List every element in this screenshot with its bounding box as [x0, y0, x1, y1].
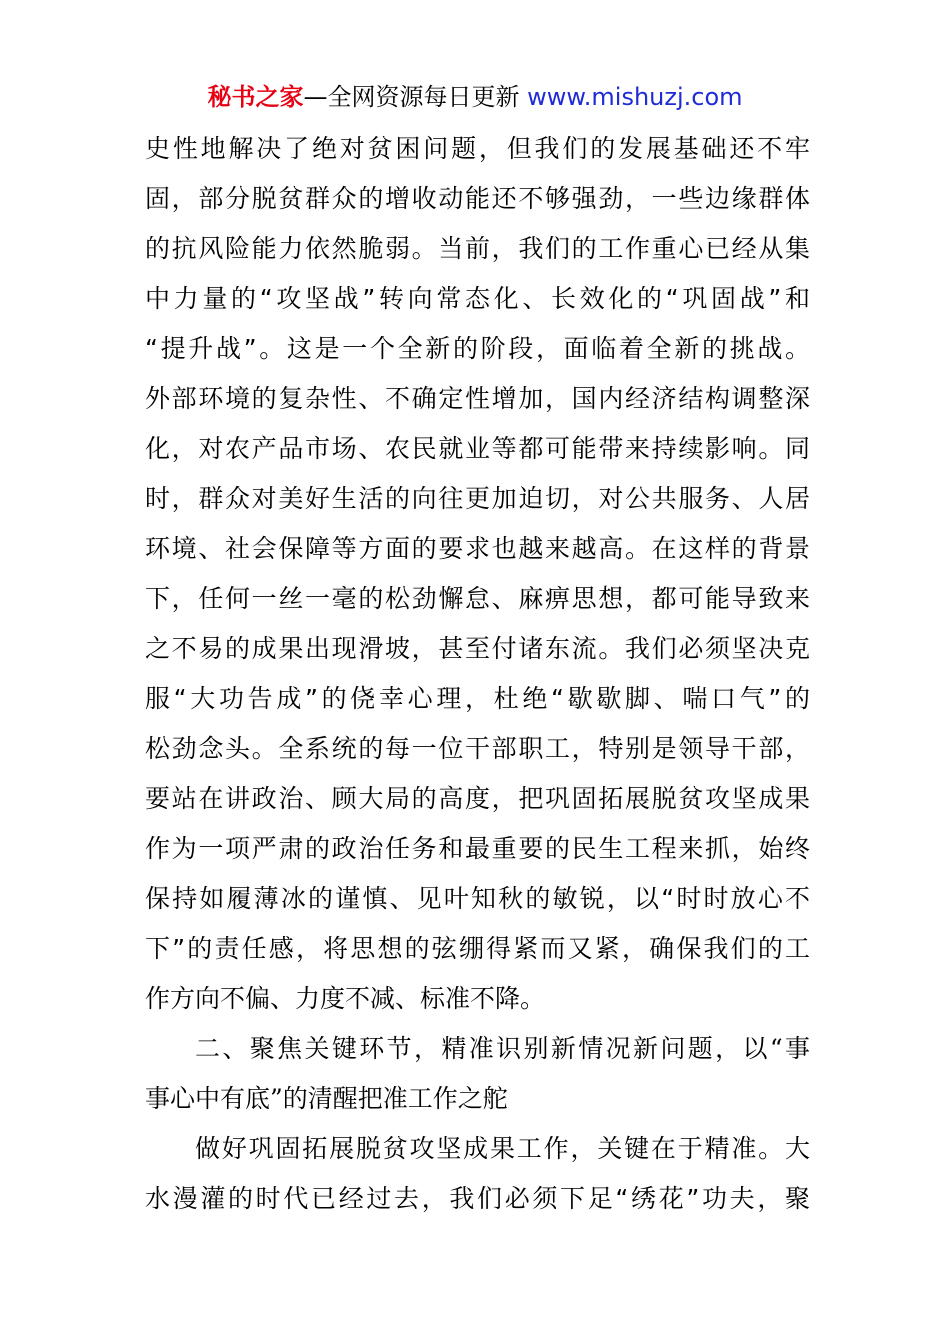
body-line: 下”的责任感，将思想的弦绷得紧而又紧，确保我们的工	[145, 934, 810, 963]
body-line: 服“大功告成”的侥幸心理，杜绝“歇歇脚、喘口气”的	[145, 684, 810, 713]
body-line: “提升战”。这是一个全新的阶段，面临着全新的挑战。	[145, 334, 810, 363]
body-line: 之不易的成果出现滑坡，甚至付诸东流。我们必须坚决克	[145, 634, 810, 663]
brand-name: 秘书之家	[207, 83, 304, 111]
section-heading: 二、聚焦关键环节，精准识别新情况新问题，以“事	[195, 1034, 810, 1063]
site-header	[0, 80, 950, 114]
body-line: 环境、社会保障等方面的要求也越来越高。在这样的背景	[145, 534, 810, 563]
body-line: 做好巩固拓展脱贫攻坚成果工作，关键在于精准。大	[195, 1134, 810, 1163]
body-line: 要站在讲政治、顾大局的高度，把巩固拓展脱贫攻坚成果	[145, 784, 810, 813]
body-line: 作为一项严肃的政治任务和最重要的民生工程来抓，始终	[145, 834, 810, 863]
body-line: 下，任何一丝一毫的松劲懈怠、麻痹思想，都可能导致来	[145, 584, 810, 613]
body-line: 时，群众对美好生活的向往更加迫切，对公共服务、人居	[145, 484, 810, 513]
body-line: 化，对农产品市场、农民就业等都可能带来持续影响。同	[145, 434, 810, 463]
body-line: 的抗风险能力依然脆弱。当前，我们的工作重心已经从集	[145, 234, 810, 263]
section-heading: 事心中有底”的清醒把准工作之舵	[145, 1084, 508, 1113]
document-body	[145, 124, 810, 1224]
site-url-link[interactable]: www.mishuzj.com	[527, 83, 743, 111]
body-line: 作方向不偏、力度不减、标准不降。	[145, 984, 546, 1013]
body-line: 史性地解决了绝对贫困问题，但我们的发展基础还不牢	[145, 134, 810, 163]
header-tagline: —全网资源每日更新	[303, 83, 528, 111]
body-line: 松劲念头。全系统的每一位干部职工，特别是领导干部，	[145, 734, 810, 763]
body-line: 保持如履薄冰的谨慎、见叶知秋的敏锐，以“时时放心不	[145, 884, 810, 913]
body-line: 固，部分脱贫群众的增收动能还不够强劲，一些边缘群体	[145, 184, 810, 213]
body-line: 中力量的“攻坚战”转向常态化、长效化的“巩固战”和	[145, 284, 810, 313]
body-line: 外部环境的复杂性、不确定性增加，国内经济结构调整深	[145, 384, 810, 413]
body-line: 水漫灌的时代已经过去，我们必须下足“绣花”功夫，聚	[145, 1184, 810, 1213]
